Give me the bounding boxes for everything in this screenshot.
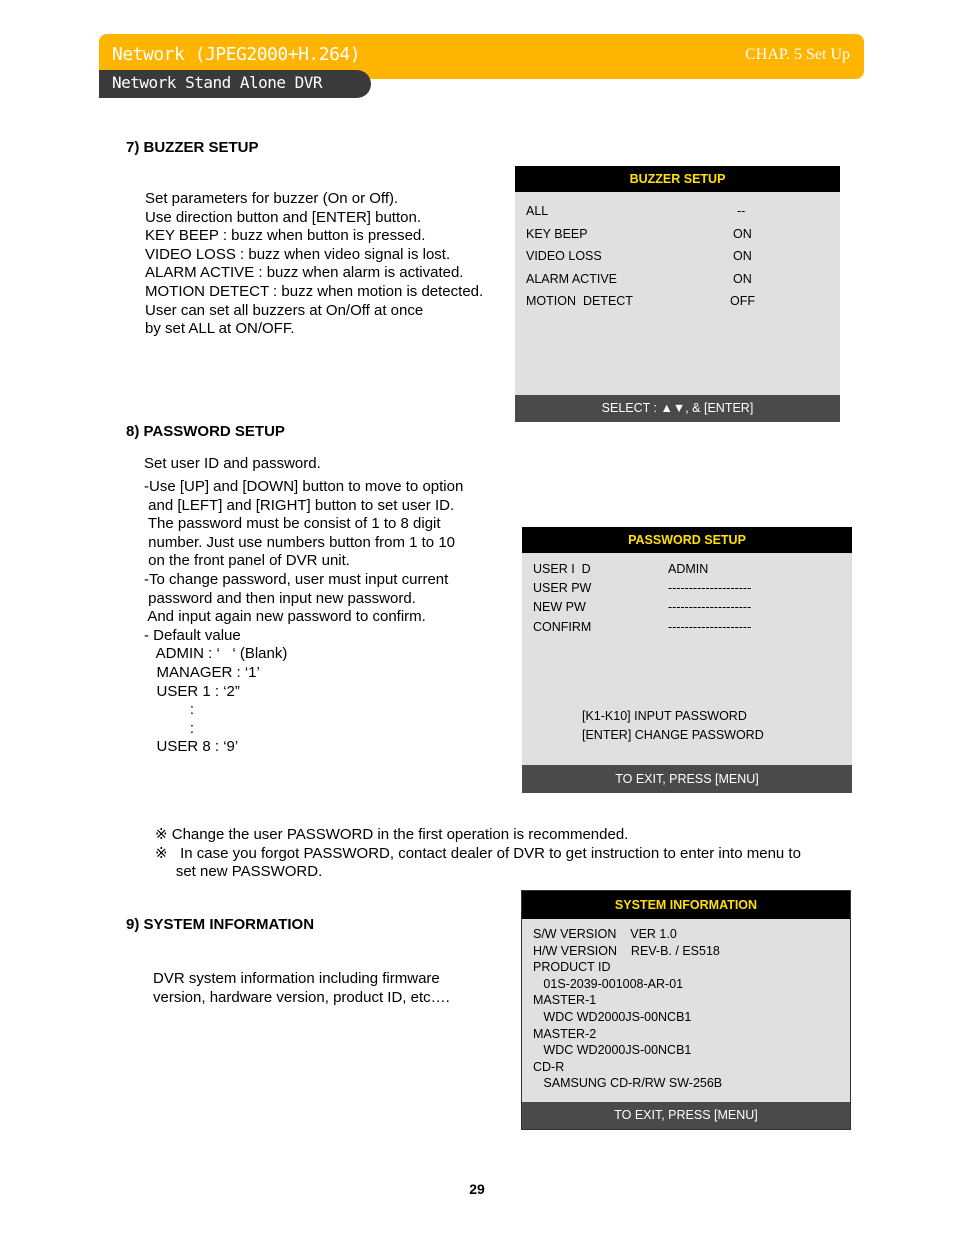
- enter-hint: [ENTER] CHANGE PASSWORD: [582, 728, 764, 742]
- menu-item-value[interactable]: --: [737, 204, 746, 218]
- text-line: MOTION DETECT : buzz when motion is detected.: [145, 282, 484, 300]
- text-line: and [LEFT] and [RIGHT] button to set user ID.: [144, 496, 455, 514]
- text-line: DVR system information including firmware: [153, 970, 440, 987]
- text-line: password and then input new password.: [144, 589, 416, 607]
- menu-item-label[interactable]: CONFIRM: [533, 620, 592, 634]
- panel-footer: TO EXIT, PRESS [MENU]: [522, 1102, 850, 1129]
- system-information-panel: [521, 890, 851, 1130]
- text-line: by set ALL at ON/OFF.: [145, 320, 295, 338]
- info-line: 01S-2039-001008-AR-01: [533, 976, 684, 991]
- menu-item-label[interactable]: USER PW: [533, 581, 592, 595]
- panel-title: PASSWORD SETUP: [522, 527, 852, 553]
- info-line: CD-R: [533, 1059, 565, 1074]
- confirm-pw-field[interactable]: --------------------: [668, 620, 752, 634]
- header-subtitle: Network Stand Alone DVR: [112, 73, 323, 92]
- text-line: The password must be consist of 1 to 8 digit: [144, 515, 441, 533]
- menu-item-label[interactable]: NEW PW: [533, 600, 586, 614]
- chapter-label: CHAP. 5 Set Up: [745, 46, 850, 63]
- text-line: :: [144, 719, 195, 737]
- user-id-value[interactable]: ADMIN: [668, 562, 709, 576]
- text-line: USER 1 : ‘2”: [144, 682, 240, 700]
- page-number: 29: [469, 1181, 485, 1197]
- info-line: MASTER-1: [533, 993, 597, 1008]
- text-line: -To change password, user must input current: [144, 570, 449, 588]
- text-line: -Use [UP] and [DOWN] button to move to option: [144, 478, 464, 495]
- menu-item-label[interactable]: KEY BEEP: [526, 227, 588, 241]
- info-line: WDC WD2000JS-00NCB1: [533, 1043, 692, 1058]
- text-line: Use direction button and [ENTER] button.: [145, 208, 421, 226]
- text-line: version, hardware version, product ID, etc….: [153, 988, 450, 1006]
- new-pw-field[interactable]: --------------------: [668, 600, 752, 614]
- sysinfo-description: [153, 970, 450, 1007]
- text-line: Set user ID and password.: [144, 455, 321, 472]
- menu-item-label[interactable]: USER I D: [533, 562, 591, 576]
- buzzer-description: [145, 190, 483, 339]
- menu-item-label[interactable]: VIDEO LOSS: [526, 249, 602, 263]
- text-line: :: [144, 701, 195, 719]
- info-line: PRODUCT ID: [533, 960, 611, 975]
- header-title: Network (JPEG2000+H.264): [112, 44, 361, 65]
- panel-title: BUZZER SETUP: [515, 166, 840, 192]
- password-setup-panel: [522, 527, 852, 793]
- buzzer-setup-panel: [515, 166, 840, 422]
- info-line: H/W VERSION REV-B. / ES518: [533, 943, 720, 958]
- menu-item-value[interactable]: ON: [733, 249, 752, 263]
- text-line: USER 8 : ‘9’: [144, 738, 239, 756]
- menu-item-label[interactable]: ALARM ACTIVE: [526, 272, 617, 286]
- user-pw-field[interactable]: --------------------: [668, 581, 752, 595]
- panel-footer: SELECT : ▲▼, & [ENTER]: [515, 395, 840, 422]
- text-line: on the front panel of DVR unit.: [144, 552, 350, 570]
- text-line: Set parameters for buzzer (On or Off).: [145, 190, 399, 207]
- password-heading: 8) PASSWORD SETUP: [126, 423, 285, 440]
- menu-item-label[interactable]: ALL: [526, 204, 549, 218]
- password-description: [144, 455, 463, 757]
- input-hint: [K1-K10] INPUT PASSWORD: [582, 709, 747, 723]
- note-line: ※ Change the user PASSWORD in the first operation is recommended.: [155, 826, 629, 843]
- sysinfo-heading: 9) SYSTEM INFORMATION: [126, 916, 315, 933]
- panel-footer: TO EXIT, PRESS [MENU]: [522, 765, 852, 793]
- text-line: User can set all buzzers at On/Off at once: [145, 301, 424, 319]
- text-line: MANAGER : ‘1’: [144, 663, 260, 681]
- info-line: SAMSUNG CD-R/RW SW-256B: [533, 1076, 723, 1091]
- note-line: ※ In case you forgot PASSWORD, contact dealer of DVR to get instruction to enter into menu to: [155, 844, 801, 862]
- panel-title: SYSTEM INFORMATION: [522, 891, 850, 919]
- text-line: ADMIN : ‘ ‘ (Blank): [144, 645, 288, 663]
- text-line: And input again new password to confirm.: [144, 608, 426, 626]
- info-line: MASTER-2: [533, 1026, 597, 1041]
- text-line: number. Just use numbers button from 1 to 10: [144, 533, 456, 551]
- password-notes: [155, 826, 801, 882]
- buzzer-heading: 7) BUZZER SETUP: [126, 139, 259, 156]
- info-line: WDC WD2000JS-00NCB1: [533, 1009, 692, 1024]
- menu-item-label[interactable]: MOTION DETECT: [526, 294, 633, 308]
- text-line: VIDEO LOSS : buzz when video signal is lost.: [145, 245, 451, 263]
- note-line: set new PASSWORD.: [155, 863, 323, 881]
- text-line: KEY BEEP : buzz when button is pressed.: [145, 227, 426, 245]
- sysinfo-list: [533, 926, 722, 1092]
- text-line: - Default value: [144, 626, 241, 644]
- menu-item-value[interactable]: ON: [733, 227, 752, 241]
- text-line: ALARM ACTIVE : buzz when alarm is activated.: [145, 264, 464, 282]
- info-line: S/W VERSION VER 1.0: [533, 927, 677, 941]
- menu-item-value[interactable]: ON: [733, 272, 752, 286]
- menu-item-value[interactable]: OFF: [730, 294, 755, 308]
